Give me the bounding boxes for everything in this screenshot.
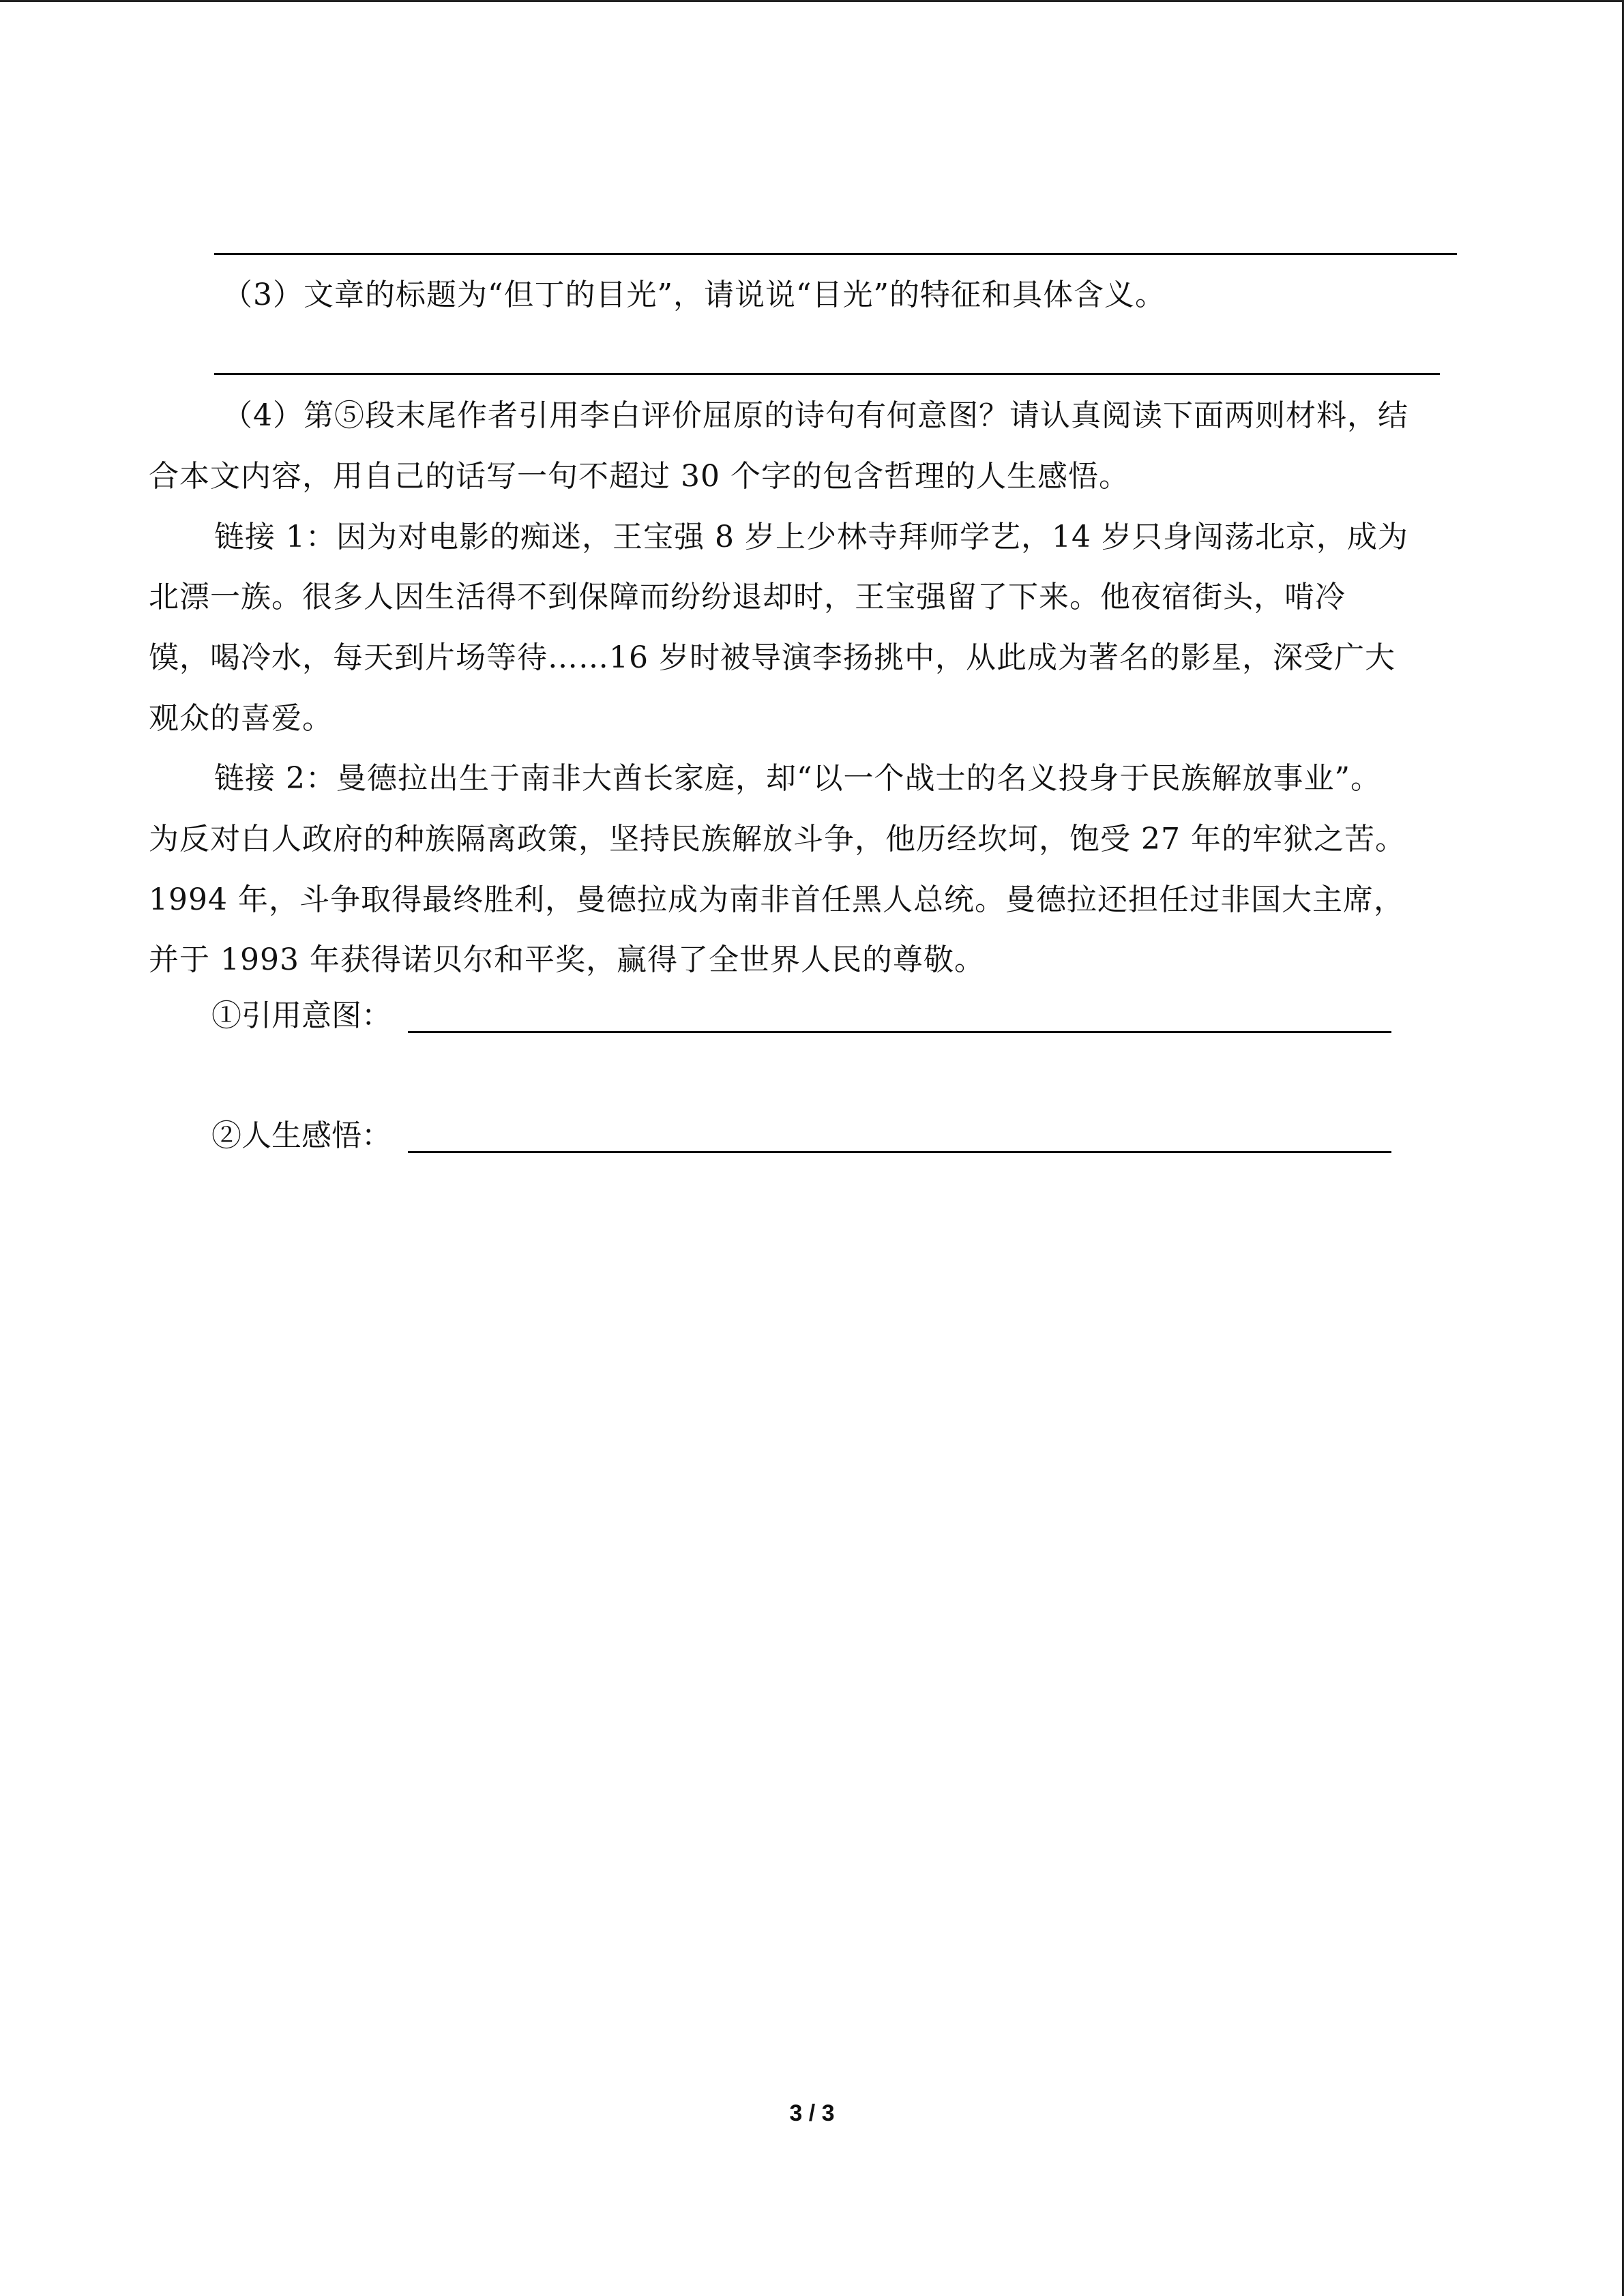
- link-2-line-3: 1994 年，斗争取得最终胜利，曼德拉成为南非首任黑人总统。曼德拉还担任过非国大主席，: [149, 882, 1404, 917]
- question-4-line-2: 合本文内容，用自己的话写一句不超过 30 个字的包含哲理的人生感悟。: [149, 459, 1130, 494]
- link-1-line-1: 链接 1：因为对电影的痴迷，王宝强 8 岁上少林寺拜师学艺，14 岁只身闯荡北京，成为: [214, 520, 1408, 554]
- link-1-line-3: 馍，喝冷水，每天到片场等待……16 岁时被导演李扬挑中，从此成为著名的影星，深受广大: [149, 640, 1396, 675]
- question-3-text: （3）文章的标题为“但丁的目光”，请说说“目光”的特征和具体含义。: [222, 278, 1166, 312]
- answer-line-question-3[interactable]: [214, 373, 1440, 375]
- answer-line-previous[interactable]: [214, 253, 1457, 255]
- link-1-line-2: 北漂一族。很多人因生活得不到保障而纷纷退却时，王宝强留了下来。他夜宿街头，啃冷: [149, 580, 1346, 614]
- insight-label: ②人生感悟：: [211, 1118, 392, 1153]
- link-2-line-2: 为反对白人政府的种族隔离政策，坚持民族解放斗争，他历经坎坷，饱受 27 年的牢狱之苦。: [149, 822, 1406, 856]
- intent-answer-line[interactable]: [408, 1031, 1391, 1033]
- link-2-line-1: 链接 2：曼德拉出生于南非大酋长家庭，却“以一个战士的名义投身于民族解放事业”。: [214, 761, 1381, 796]
- intent-label: ①引用意图：: [211, 998, 392, 1033]
- question-4-line-1: （4）第⑤段末尾作者引用李白评价屈原的诗句有何意图？请认真阅读下面两则材料，结: [222, 398, 1408, 433]
- link-1-line-4: 观众的喜爱。: [149, 701, 333, 736]
- link-2-line-4: 并于 1993 年获得诺贝尔和平奖，赢得了全世界人民的尊敬。: [149, 942, 985, 977]
- page-top-border: [0, 0, 1624, 2]
- page-number: 3 / 3: [789, 2100, 835, 2126]
- insight-answer-line[interactable]: [408, 1151, 1391, 1153]
